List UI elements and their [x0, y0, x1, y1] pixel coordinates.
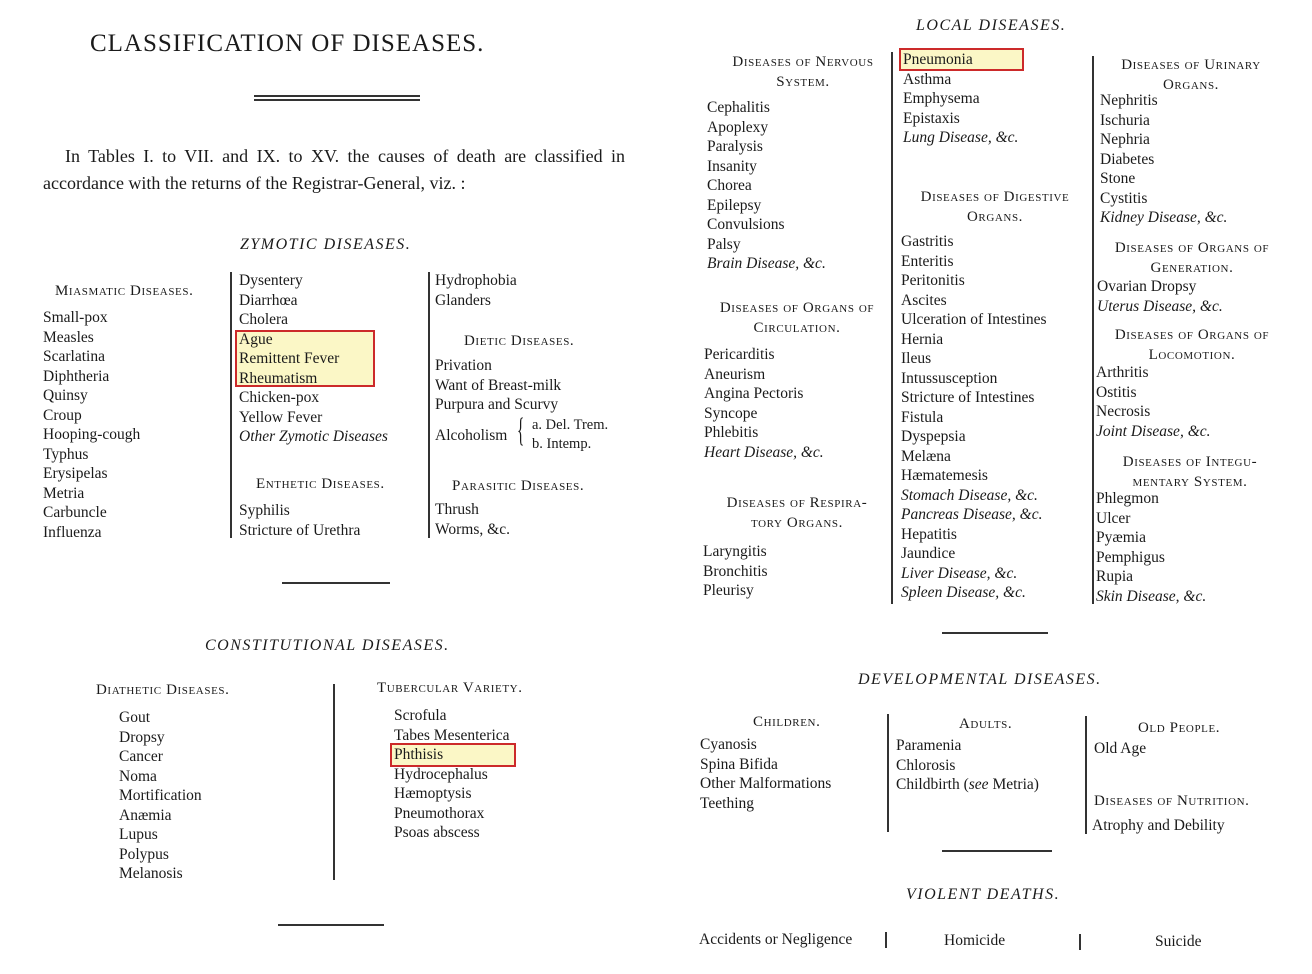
local-title: LOCAL DISEASES. [916, 17, 1067, 34]
diathetic-heading: Diathetic Diseases. [96, 682, 230, 698]
list-item: Ascites [901, 291, 947, 309]
list-item: Pneumothorax [394, 804, 485, 822]
list-item: Diarrhœa [239, 291, 298, 309]
list-item: Atrophy and Debility [1092, 817, 1225, 834]
list-item: Ulceration of Intestines [901, 311, 1047, 328]
list-item: Noma [119, 767, 157, 785]
list-item: Tabes Mesenterica [394, 726, 510, 744]
list-item: Angina Pectoris [704, 385, 804, 402]
list-item: Ischuria [1100, 111, 1150, 129]
list-item: Phlebitis [704, 424, 759, 441]
diathetic-list [119, 708, 202, 884]
list-item: Hydrocephalus [394, 765, 488, 783]
list-item: Anæmia [119, 806, 172, 824]
list-item: Scrofula [394, 707, 447, 724]
column-divider [1092, 56, 1094, 604]
list-item: Pneumonia [903, 51, 973, 68]
list-item: Jaundice [901, 545, 956, 562]
list-item: Brain Disease, &c. [707, 255, 826, 272]
violent-title: VIOLENT DEATHS. [906, 886, 1061, 903]
list-item: Aneurism [704, 365, 766, 383]
list-item: Insanity [707, 157, 757, 175]
list-item: Rheumatism [239, 369, 318, 387]
violent-item: Suicide [1155, 933, 1202, 950]
list-item: Cystitis [1100, 189, 1148, 207]
integumentary-heading: Diseases of Integu- mentary System. [1122, 454, 1258, 490]
dietic-list [435, 356, 561, 415]
list-item: Glanders [435, 291, 491, 309]
list-item: Melanosis [119, 865, 183, 882]
list-item: Want of Breast-milk [435, 376, 562, 394]
column-divider [887, 714, 889, 832]
respiratory-heading: Diseases of Respira- tory Organs. [726, 495, 868, 531]
list-item: Spina Bifida [700, 755, 778, 773]
constitutional-title: CONSTITUTIONAL DISEASES. [205, 637, 450, 654]
list-item: Carbuncle [43, 504, 107, 521]
list-item: Purpura and Scurvy [435, 396, 559, 413]
list-item: Hæmoptysis [394, 785, 472, 802]
list-item: Rupia [1096, 568, 1134, 585]
column-divider [333, 684, 335, 880]
nervous-list [707, 98, 826, 274]
list-item: Convulsions [707, 216, 785, 233]
list-item: Pericarditis [704, 346, 775, 363]
divider [278, 924, 384, 926]
divider [942, 632, 1048, 634]
list-item: Cyanosis [700, 736, 757, 753]
list-item: Arthritis [1096, 364, 1149, 381]
locomotion-list [1096, 363, 1211, 441]
list-item: Remittent Fever [239, 350, 340, 367]
violent-item: Homicide [944, 932, 1006, 949]
generation-heading: Diseases of Organs of Generation. [1114, 240, 1270, 276]
list-item: Uterus Disease, &c. [1097, 297, 1223, 315]
locomotion-heading: Diseases of Organs of Locomotion. [1114, 327, 1270, 363]
list-item: Dyspepsia [901, 428, 966, 445]
list-item: Other Zymotic Diseases [239, 428, 388, 445]
list-item: Influenza [43, 523, 102, 541]
digestive-list [901, 232, 1046, 603]
list-item: Liver Disease, &c. [901, 564, 1018, 582]
list-item: Peritonitis [901, 272, 965, 289]
column-divider [1085, 716, 1087, 834]
list-item: Epilepsy [707, 196, 762, 214]
tubercular-list [394, 706, 510, 843]
list-item: Cephalitis [707, 99, 770, 116]
list-item: Syncope [704, 404, 758, 422]
list-item: Diabetes [1100, 150, 1155, 168]
list-item: Lupus [119, 826, 158, 843]
circulation-heading: Diseases of Organs of Circulation. [719, 300, 875, 336]
miasmatic-list [43, 308, 140, 542]
list-item: Cholera [239, 311, 289, 328]
children-list [700, 735, 831, 813]
list-item: Bronchitis [703, 562, 768, 580]
list-item: Intussusception [901, 369, 998, 387]
respiratory-right-list [903, 50, 1018, 148]
list-item: Ague [239, 330, 273, 348]
list-item: Ostitis [1096, 383, 1137, 401]
list-item: Nephria [1100, 131, 1150, 148]
list-item: Hepatitis [901, 525, 957, 543]
column-divider [230, 272, 232, 538]
parasitic-list [435, 500, 510, 539]
page-title: CLASSIFICATION OF DISEASES. [90, 30, 485, 57]
list-item: Chicken-pox [239, 389, 320, 406]
list-item: Metria [43, 484, 85, 502]
list-item: Necrosis [1096, 403, 1151, 420]
column-divider [891, 52, 893, 604]
nutrition-list [1092, 816, 1225, 836]
list-item: Emphysema [903, 90, 980, 107]
list-item: Laryngitis [703, 543, 767, 560]
list-item: Diphtheria [43, 367, 110, 385]
list-item: Pancreas Disease, &c. [901, 506, 1043, 523]
list-item: Paramenia [896, 737, 962, 754]
list-item: Joint Disease, &c. [1096, 422, 1211, 440]
list-item: Hernia [901, 330, 944, 348]
old-people-list [1094, 739, 1146, 759]
divider [254, 95, 420, 97]
tubercular-heading: Tubercular Variety. [377, 680, 523, 696]
list-item: Cancer [119, 748, 163, 765]
list-item: Stricture of Intestines [901, 389, 1035, 406]
list-item: Erysipelas [43, 465, 108, 482]
list-item: Stomach Disease, &c. [901, 486, 1038, 504]
list-item: Typhus [43, 445, 89, 463]
alcoholism-a: a. Del. Trem. [532, 417, 609, 433]
list-item: Yellow Fever [239, 408, 323, 426]
digestive-heading: Diseases of Digestive Organs. [920, 189, 1070, 225]
list-item: Dysentery [239, 272, 303, 289]
enthetic-heading: Enthetic Diseases. [256, 476, 385, 492]
list-item: Epistaxis [903, 109, 960, 127]
column-divider [1079, 934, 1081, 950]
dietic-heading: Dietic Diseases. [464, 333, 575, 349]
zymotic-col2-list [239, 271, 388, 447]
parasitic-heading: Parasitic Diseases. [452, 478, 585, 494]
list-item: Asthma [903, 70, 952, 88]
list-item: Chlorosis [896, 756, 956, 774]
list-item: Stricture of Urethra [239, 521, 361, 539]
old-people-heading: Old People. [1138, 720, 1221, 736]
column-divider [885, 932, 887, 948]
nutrition-heading: Diseases of Nutrition. [1094, 793, 1250, 809]
list-item: Other Malformations [700, 775, 832, 792]
list-item: Stone [1100, 170, 1136, 187]
list-item: Phlegmon [1096, 490, 1159, 507]
list-item: Croup [43, 406, 82, 424]
list-item: Old Age [1094, 740, 1147, 757]
divider [282, 582, 390, 584]
list-item: Apoplexy [707, 118, 769, 136]
list-item: Ovarian Dropsy [1097, 278, 1197, 295]
list-item: Lung Disease, &c. [903, 129, 1019, 146]
divider [942, 850, 1052, 852]
nervous-heading: Diseases of Nervous System. [732, 54, 874, 90]
list-item: Fistula [901, 408, 944, 426]
violent-item: Accidents or Negligence [699, 931, 853, 948]
list-item: Kidney Disease, &c. [1100, 209, 1228, 226]
list-item: Heart Disease, &c. [704, 443, 824, 461]
list-item: Phthisis [394, 746, 444, 763]
alcoholism-b: b. Intemp. [532, 436, 592, 452]
list-item: Teething [700, 794, 755, 812]
brace-glyph: { [517, 412, 525, 449]
list-item: Dropsy [119, 728, 165, 746]
list-item: Psoas abscess [394, 824, 480, 841]
list-item: Thrush [435, 501, 479, 518]
list-item: Childbirth (see Metria) [896, 776, 1039, 793]
list-item: Chorea [707, 177, 752, 194]
list-item: Hæmatemesis [901, 467, 988, 484]
list-item: Gastritis [901, 233, 954, 250]
column-divider [428, 272, 430, 538]
adults-heading: Adults. [959, 716, 1013, 732]
list-item: Worms, &c. [435, 520, 510, 538]
urinary-list [1100, 91, 1227, 228]
integumentary-list [1096, 489, 1206, 606]
list-item: Pemphigus [1096, 548, 1165, 566]
developmental-title: DEVELOPMENTAL DISEASES. [858, 671, 1102, 688]
list-item: Syphilis [239, 502, 290, 519]
urinary-heading: Diseases of Urinary Organs. [1121, 57, 1261, 93]
list-item: Mortification [119, 787, 202, 804]
list-item: Hydrophobia [435, 272, 517, 289]
zymotic-title: ZYMOTIC DISEASES. [240, 236, 412, 253]
children-heading: Children. [753, 714, 821, 730]
list-item: Privation [435, 357, 492, 374]
adults-list [896, 736, 1039, 795]
intro-paragraph: In Tables I. to VII. and IX. to XV. the causes of death are classified in accordance with the returns of the Registrar-General, viz. : [43, 146, 625, 193]
list-item: Melæna [901, 447, 951, 465]
list-item: Ileus [901, 350, 932, 367]
list-item: Ulcer [1096, 509, 1131, 527]
circulation-list [704, 345, 824, 462]
alcoholism-label: Alcoholism [435, 427, 508, 444]
list-item: Palsy [707, 235, 741, 253]
enthetic-list [239, 501, 360, 540]
generation-list [1097, 277, 1223, 316]
list-item: Scarlatina [43, 348, 105, 365]
list-item: Pleurisy [703, 582, 754, 599]
list-item: Skin Disease, &c. [1096, 587, 1207, 605]
list-item: Quinsy [43, 387, 88, 404]
list-item: Measles [43, 328, 94, 346]
list-item: Gout [119, 709, 150, 726]
divider [254, 99, 420, 101]
list-item: Spleen Disease, &c. [901, 584, 1026, 601]
list-item: Nephritis [1100, 92, 1158, 109]
list-item: Enteritis [901, 252, 954, 270]
list-item: Pyæmia [1096, 529, 1146, 546]
respiratory-left-list [703, 542, 768, 601]
list-item: Polypus [119, 845, 169, 863]
miasmatic-heading: Miasmatic Diseases. [55, 283, 194, 299]
list-item: Hooping-cough [43, 426, 141, 443]
list-item: Paralysis [707, 138, 763, 155]
zymotic-col3-list [435, 271, 517, 310]
list-item: Small-pox [43, 309, 108, 326]
